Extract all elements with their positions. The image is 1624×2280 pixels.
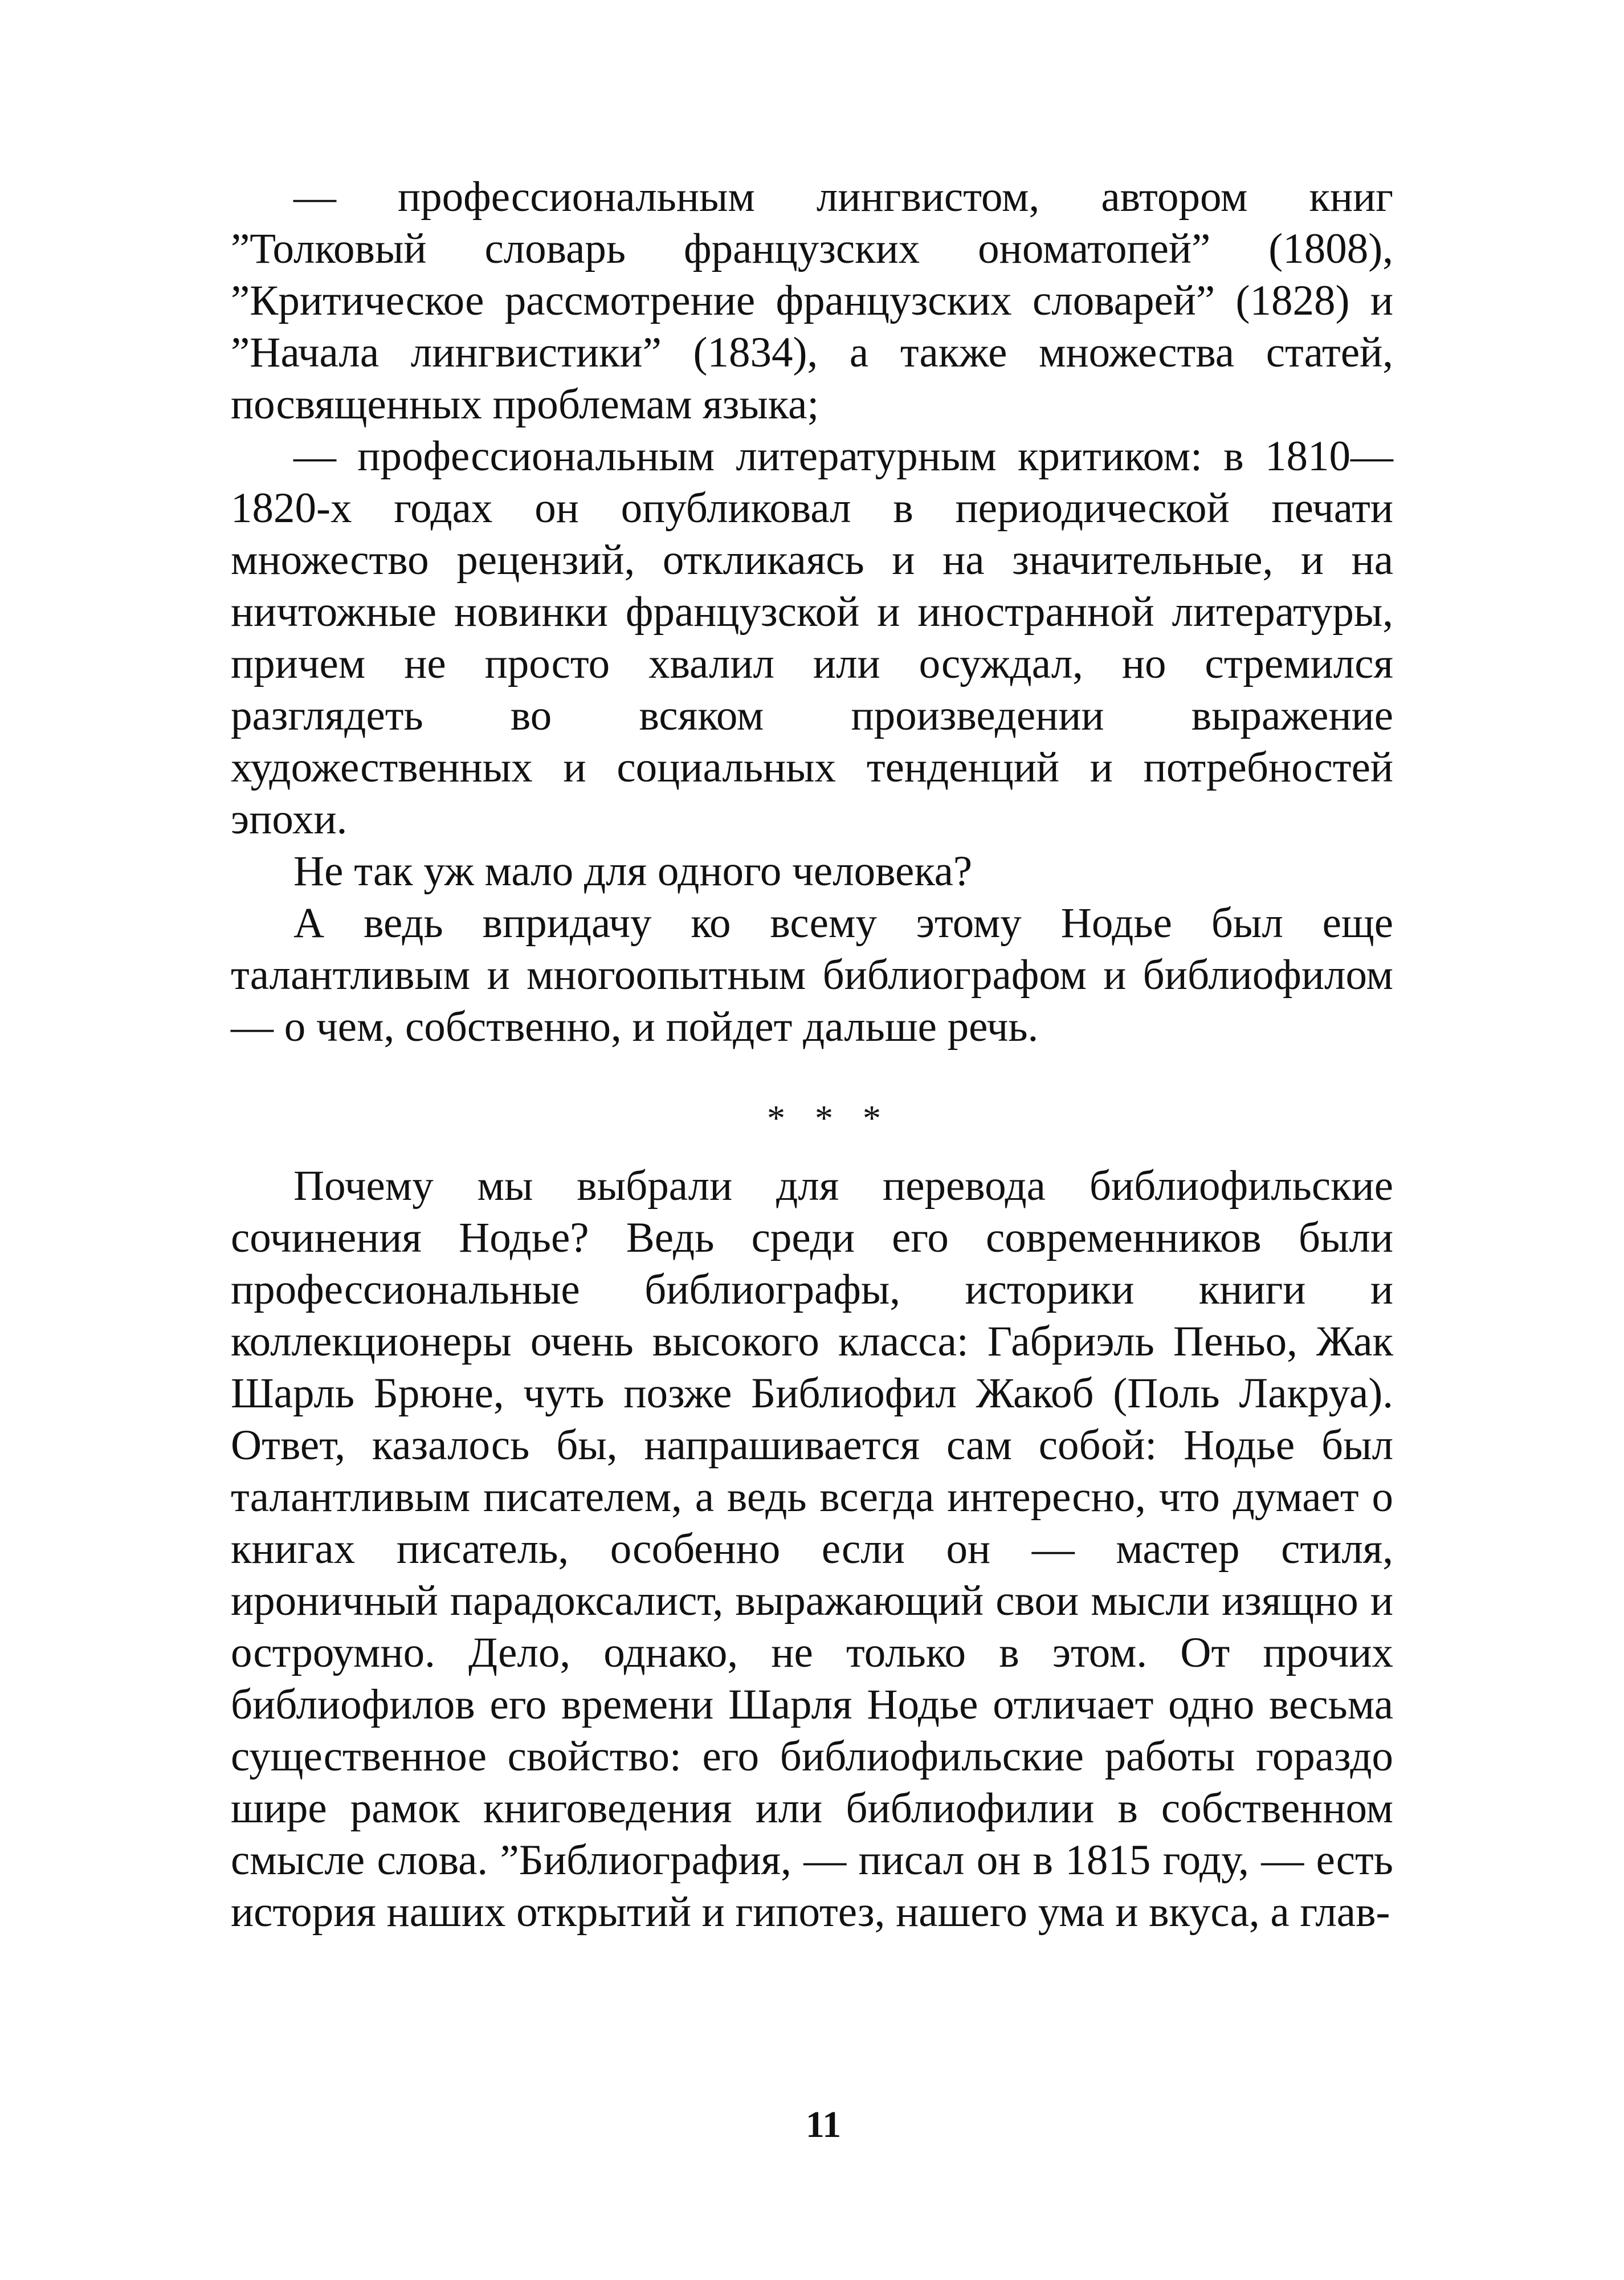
page-number: 11: [805, 2104, 842, 2145]
paragraph-critic: — профессиональным литературным критиком: в 1810—1820-х годах он опубликовал в периодической печати множество рецензий, откликаясь и на значительные, и на ничтожные новинки французской и иностранной литературы, причем не просто хвалил или осуждал, но стремился разглядеть во всяком произведении выражение художественных и социальных тенденций и потребностей эпохи.: [231, 433, 1393, 843]
paragraph-bibliographer: А ведь впридачу ко всему этому Нодье был еще талантливым и многоопытным библиографом и библиофилом — о чем, собственно, и пойдет дальше речь.: [231, 899, 1393, 1051]
text-block-bottom: [231, 1160, 1393, 1938]
paragraph-linguist: — профессиональным лингвистом, автором книг ”Толковый словарь французских ономатопей” (1808), ”Критическое рассмотрение французских словарей” (1828) и ”Начала лингвистики” (1834), а также множества статей, посвященных проблемам языка;: [231, 173, 1393, 428]
paragraph-question: Не так уж мало для одного человека?: [293, 848, 973, 895]
paragraph-why-nodier: Почему мы выбрали для перевода библиофильские сочинения Нодье? Ведь среди его современников были профессиональные библиографы, историки книги и коллекционеры очень высокого класса: Габриэль Пеньо, Жак Шарль Брюне, чуть позже Библиофил Жакоб (Поль Лакруа). Ответ, казалось бы, напрашивается сам собой: Нодье был талантливым писателем, а ведь всегда интересно, что думает о книгах писатель, особенно если он — мастер стиля, ироничный парадоксалист, выражающий свои мысли изящно и остроумно. Дело, однако, не только в этом. От прочих библиофилов его времени Шарля Нодье отличает одно весьма существенное свойство: его библиофильские работы гораздо шире рамок книговедения или библиофилии в собственном смысле слова. ”Библиография, — писал он в 1815 году, — есть история наших открытий и гипотез, нашего ума и вкуса, а глав-: [231, 1162, 1393, 1936]
section-separator: * * *: [767, 1098, 891, 1138]
text-block-top: [231, 171, 1393, 1053]
